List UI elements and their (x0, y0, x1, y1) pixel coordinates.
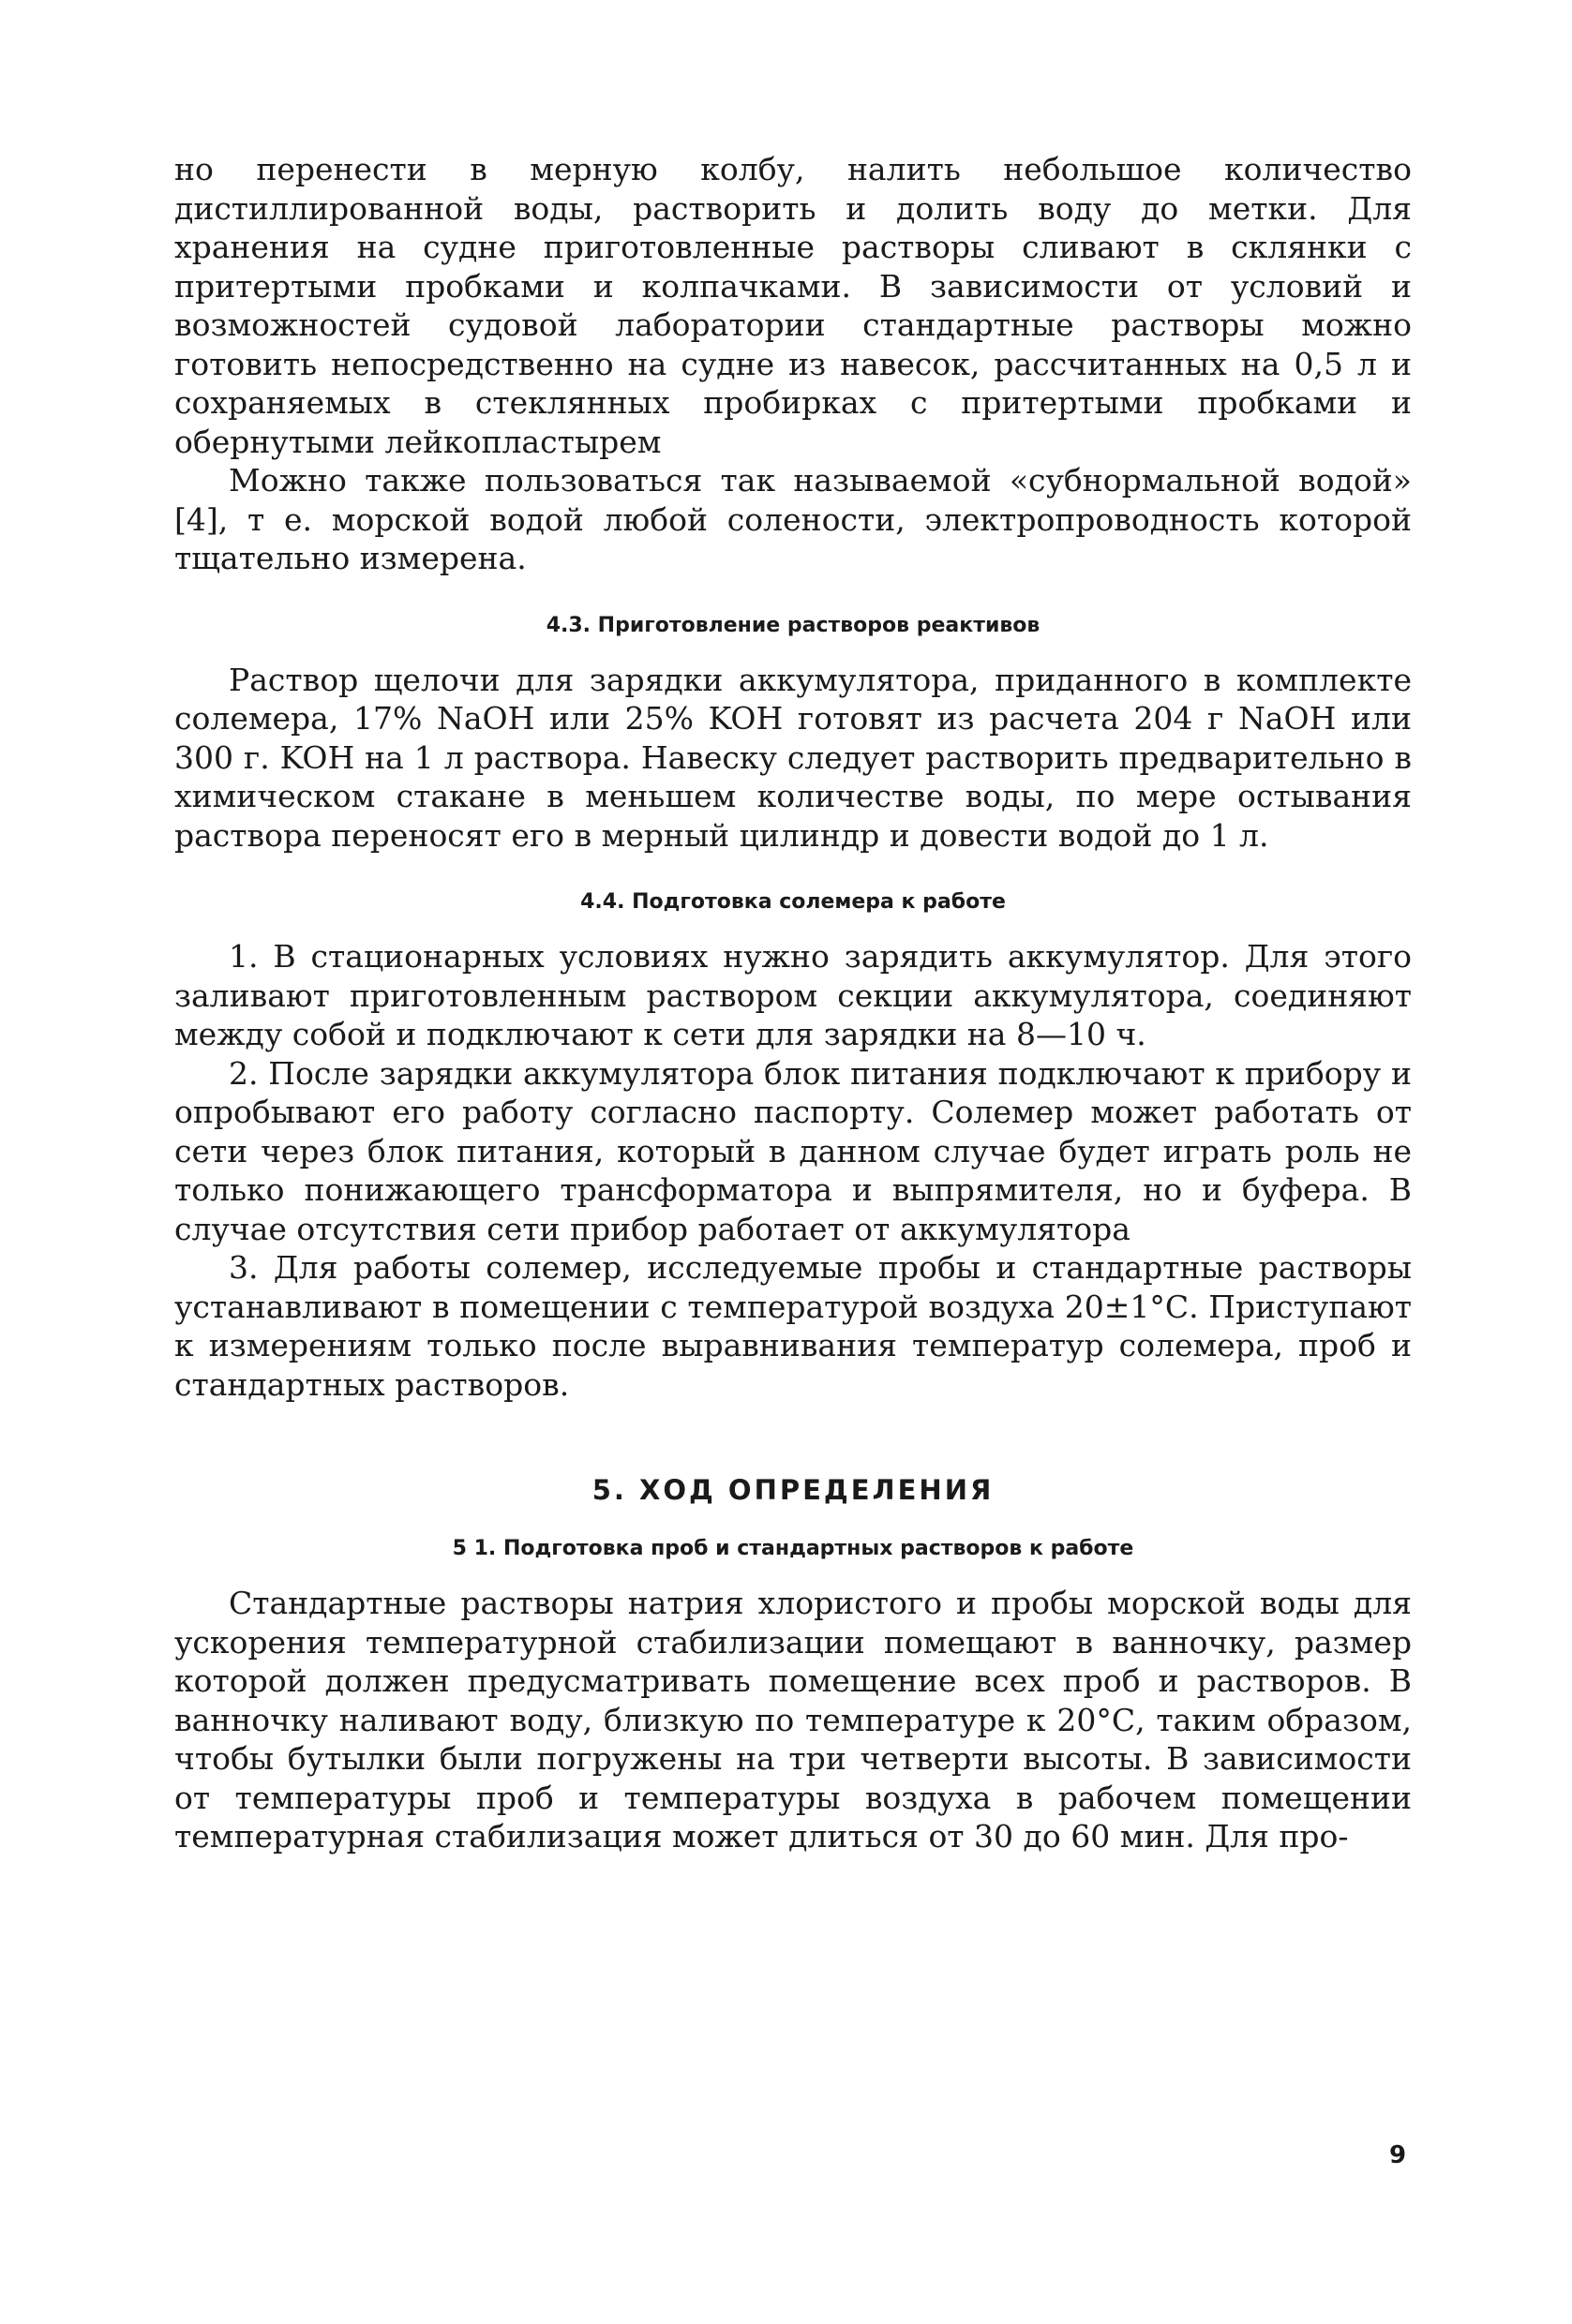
paragraph-sample-preparation: Стандартные растворы натрия хлористого и пробы морской воды для ускорения температурной стабилизации помещают в ванночку, размер которой должен предусматривать помещение всех проб и растворов. В ванночку наливают воду, близкую по температуре к 20°С, таким образом, чтобы бутылки были погружены на три четверти высоты. В зависимости от температуры проб и температуры воздуха в рабочем помещении температурная стабилизация может длиться от 30 до 60 мин. Для про- (174, 1585, 1412, 1855)
paragraph-alkali-solution: Раствор щелочи для зарядки аккумулятора, приданного в комплекте солемера, 17% NaOH или 25% KOH готовят из расчета 204 г NaOH или 300 г. KOH на 1 л раствора. Навеску следует растворить предварительно в химическом стакане в меньшем количестве воды, по мере остывания раствора переносят его в мерный цилиндр и довести водой до 1 л. (174, 661, 1412, 854)
list-item-charge-battery: 1. В стационарных условиях нужно зарядить аккумулятор. Для этого заливают приготовленным раствором секции аккумулятора, соединяют между собой и подключают к сети для зарядки на 8—10 ч. (174, 938, 1412, 1052)
paragraph-subnormal-water: Можно также пользоваться так называемой «субнормальной водой» [4], т е. морской водой любой солености, электропроводность которой тщательно измерена. (174, 462, 1412, 576)
section-heading-4-4: 4.4. Подготовка солемера к работе (580, 890, 1006, 914)
list-item-power-unit: 2. После зарядки аккумулятора блок питания подключают к прибору и опробывают его работу согласно паспорту. Солемер может работать от сети через блок питания, который в данном случае будет играть роль не только понижающего трансформатора и выпрямителя, но и буфера. В случае отсутствия сети прибор работает от аккумулятора (174, 1054, 1412, 1247)
paragraph-standard-solutions-storage: но перенести в мерную колбу, налить небольшое количество дистиллированной воды, растворить и долить воду до метки. Для хранения на судне приготовленные растворы сливают в склянки с притертыми пробками и колпачками. В зависимости от условий и возможностей судовой лаборатории стандартные растворы можно готовить непосредственно на судне из навесок, рассчитанных на 0,5 л и сохраняемых в стеклянных пробирках с притертыми пробками и обернутыми лейкопластырем (174, 151, 1412, 460)
page-number: 9 (1389, 2141, 1407, 2169)
section-heading-4-3: 4.3. Приготовление растворов реактивов (546, 613, 1041, 637)
section-heading-5-1: 5 1. Подготовка проб и стандартных растворов к работе (452, 1537, 1134, 1560)
document-page (174, 150, 1412, 1856)
list-item-temperature: 3. Для работы солемер, исследуемые пробы и стандартные растворы устанавливают в помещении с температурой воздуха 20±1°С. Приступают к измерениям только после выравнивания температур солемера, проб и стандартных растворов. (174, 1249, 1412, 1403)
chapter-heading-5: 5. ХОД ОПРЕДЕЛЕНИЯ (591, 1474, 995, 1506)
